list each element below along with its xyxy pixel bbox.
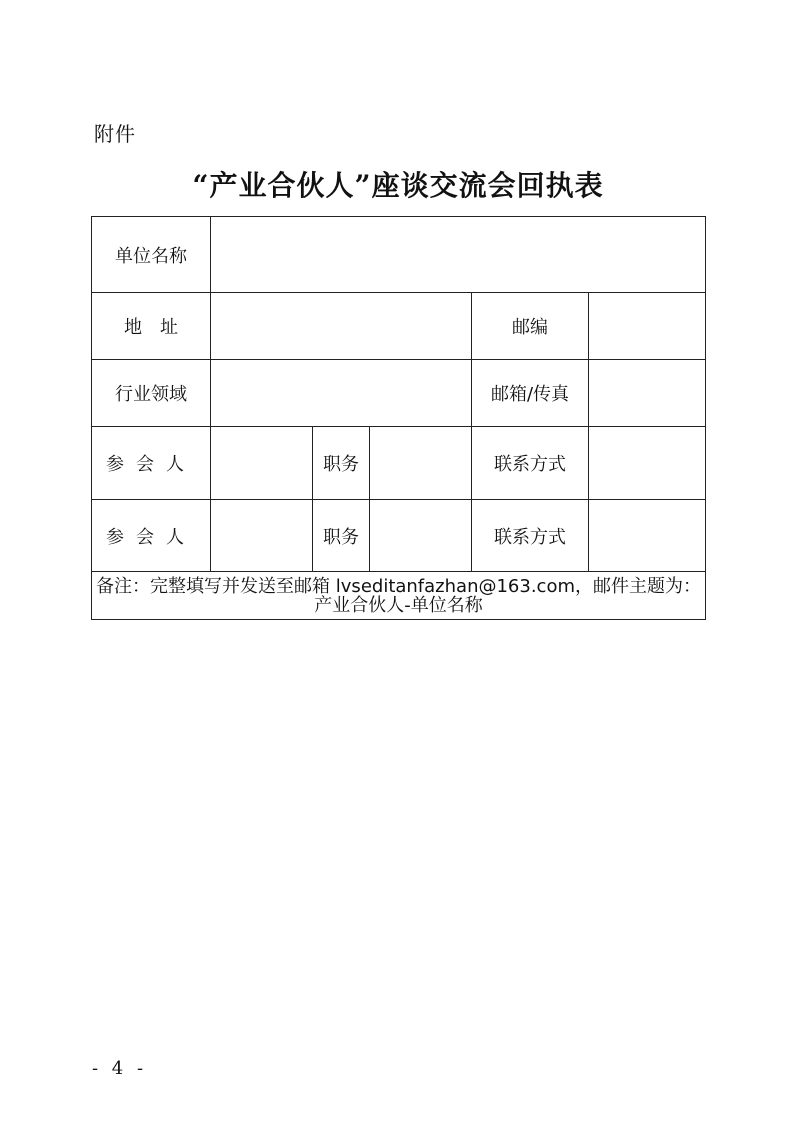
position-label: 职务 (313, 500, 370, 572)
contact-label: 联系方式 (472, 500, 589, 572)
attendee-label: 参会人 (92, 427, 211, 500)
contact-label: 联系方式 (472, 427, 589, 500)
position-label: 职务 (313, 427, 370, 500)
email-fax-field[interactable] (589, 360, 706, 427)
unit-name-row (92, 217, 706, 293)
unit-name-field[interactable] (211, 217, 706, 293)
reply-form-table (91, 216, 706, 620)
email-fax-label: 邮箱/传真 (472, 360, 589, 427)
address-label: 地 址 (92, 293, 211, 360)
attendee-name-field[interactable] (211, 500, 313, 572)
postcode-label: 邮编 (472, 293, 589, 360)
note-row (92, 572, 706, 620)
contact-field[interactable] (589, 500, 706, 572)
attendee-row (92, 500, 706, 572)
industry-field[interactable] (211, 360, 472, 427)
industry-row (92, 360, 706, 427)
page-number: - 4 - (92, 1058, 148, 1079)
address-row (92, 293, 706, 360)
postcode-field[interactable] (589, 293, 706, 360)
position-field[interactable] (370, 500, 472, 572)
position-field[interactable] (370, 427, 472, 500)
attendee-label: 参会人 (92, 500, 211, 572)
note-text: 备注：完整填写并发送至邮箱 lvseditanfazhan@163.com，邮件主题为：产业合伙人-单位名称 (92, 572, 706, 620)
address-field[interactable] (211, 293, 472, 360)
contact-field[interactable] (589, 427, 706, 500)
attendee-row (92, 427, 706, 500)
attendee-name-field[interactable] (211, 427, 313, 500)
unit-name-label: 单位名称 (92, 217, 211, 293)
industry-label: 行业领域 (92, 360, 211, 427)
attachment-label: 附件 (94, 122, 136, 146)
form-title: “产业合伙人”座谈交流会回执表 (192, 169, 604, 202)
